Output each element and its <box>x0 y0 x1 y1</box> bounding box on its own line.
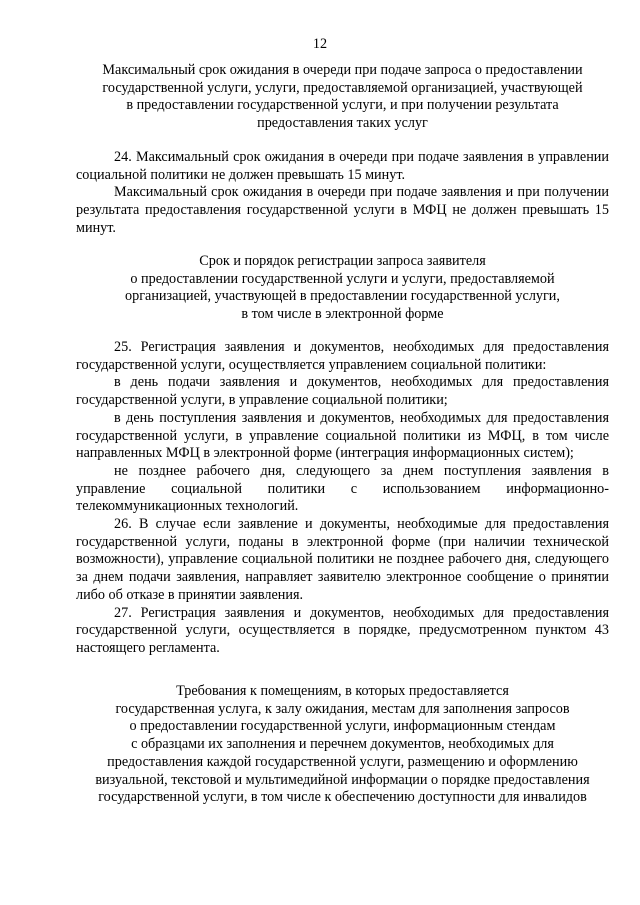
heading-line: Требования к помещениям, в которых предоставляется <box>176 683 509 699</box>
heading-line: с образцами их заполнения и перечнем документов, необходимых для <box>131 736 554 753</box>
paragraph-25-item-1: в день подачи заявления и документов, необходимых для предоставления государственной услуги, в управление социальной политики; <box>76 374 609 409</box>
heading-line: организацией, участвующей в предоставлении государственной услуги, <box>125 288 560 305</box>
section-registration <box>76 339 609 658</box>
page-number: 12 <box>312 36 328 52</box>
paragraph-26: 26. В случае если заявление и документы, необходимые для предоставления государственной услуги, поданы в электронной форме (при наличии технической возможности), управление социальной политики не позднее рабочего дня, следующего за днем подачи заявления, направляет заявителю электронное сообщение о принятии либо об отказе в принятии заявления. <box>76 516 609 603</box>
heading-line: государственная услуга, к залу ожидания, местам для заполнения запросов <box>115 700 570 717</box>
heading-line: в том числе в электронной форме <box>241 306 444 323</box>
heading-line: предоставления таких услуг <box>257 115 428 132</box>
heading-line: о предоставлении государственной услуги, информационным стендам <box>129 718 556 735</box>
heading-line: предоставления каждой государственной услуги, размещению и оформлению <box>107 753 578 770</box>
heading-line: о предоставлении государственной услуги и услуги, предоставляемой <box>130 270 555 287</box>
paragraph-25-item-3: не позднее рабочего дня, следующего за днем поступления заявления в управление социальной политики с использованием информационно-телекоммуникационных технологий. <box>76 462 609 515</box>
heading-registration <box>76 253 609 324</box>
heading-line: государственной услуги, в том числе к обеспечению доступности для инвалидов <box>98 789 587 806</box>
section-waiting-time <box>76 149 609 238</box>
paragraph-24-mfc: Максимальный срок ожидания в очереди при подаче заявления и при получении результата предоставления государственной услуги в МФЦ не должен превышать 15 минут. <box>76 184 609 236</box>
paragraph-25: 25. Регистрация заявления и документов, необходимых для предоставления государственной услуги, осуществляется управлением социальной политики: <box>76 339 609 373</box>
heading-line: Срок и порядок регистрации запроса заявителя <box>199 253 486 269</box>
heading-line: в предоставлении государственной услуги, и при получении результата <box>126 97 559 114</box>
paragraph-27: 27. Регистрация заявления и документов, необходимых для предоставления государственной услуги, осуществляется в порядке, предусмотренном пунктом 43 настоящего регламента. <box>76 604 609 656</box>
heading-waiting-time <box>76 62 609 133</box>
paragraph-24: 24. Максимальный срок ожидания в очереди при подаче заявления в управлении социальной политики не должен превышать 15 минут. <box>76 149 609 183</box>
heading-line: государственной услуги, услуги, предоставляемой организацией, участвующей <box>102 79 583 96</box>
heading-premises-requirements <box>76 683 609 807</box>
heading-line: визуальной, текстовой и мультимедийной информации о порядке предоставления <box>95 771 590 788</box>
paragraph-25-item-2: в день поступления заявления и документов, необходимых для предоставления государственной услуги, в управление социальной политики из МФЦ, в том числе направленных МФЦ в электронной форме (интеграция информационных систем); <box>76 409 609 462</box>
heading-line: Максимальный срок ожидания в очереди при подаче запроса о предоставлении <box>102 62 583 78</box>
